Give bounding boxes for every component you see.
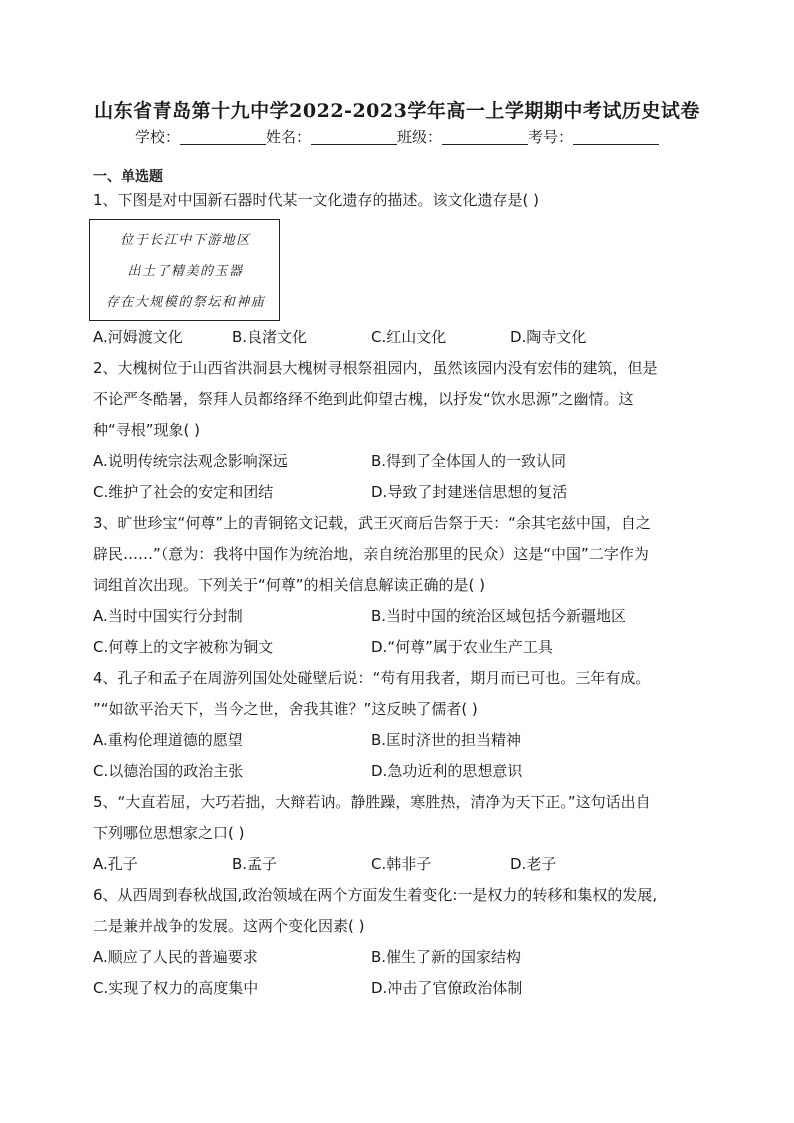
q6-option-d[interactable]: D.冲击了官僚政治体制 [371, 979, 523, 997]
exam-number-blank[interactable] [573, 129, 659, 145]
q5-stem-line: 下列哪位思想家之口( ) [93, 824, 245, 842]
q6-option-c[interactable]: C.实现了权力的高度集中 [93, 979, 259, 997]
q1-option-a[interactable]: A.河姆渡文化 [93, 328, 183, 346]
q4-stem-line: ”“如欲平治天下，当今之世，舍我其谁？”这反映了儒者( ) [93, 700, 478, 718]
q5-option-d[interactable]: D.老子 [510, 855, 557, 873]
q2-option-b[interactable]: B.得到了全体国人的一致认同 [371, 452, 567, 470]
q1-box-line: 位于长江中下游地区 [120, 233, 251, 248]
q5-stem-line: 5、“大直若屈，大巧若拙，大辩若讷。静胜躁，寒胜热，清净为天下正。”这句话出自 [93, 793, 651, 811]
q6-stem-line: 6、从西周到春秋战国,政治领域在两个方面发生着变化:一是权力的转移和集权的发展, [93, 886, 658, 904]
name-blank[interactable] [311, 129, 397, 145]
q4-option-a[interactable]: A.重构伦理道德的愿望 [93, 731, 243, 749]
q2-option-c[interactable]: C.维护了社会的安定和团结 [93, 483, 274, 501]
section-heading: 一、单选题 [93, 169, 163, 185]
q4-option-d[interactable]: D.急功近利的思想意识 [371, 762, 523, 780]
q3-option-d[interactable]: D.“何尊”属于农业生产工具 [371, 638, 553, 656]
q6-option-b[interactable]: B.催生了新的国家结构 [371, 948, 522, 966]
q1-box-line: 出土了精美的玉器 [127, 264, 244, 279]
q2-stem-line: 2、大槐树位于山西省洪洞县大槐树寻根祭祖园内，虽然该园内没有宏伟的建筑，但是 [93, 359, 658, 377]
q1-option-c[interactable]: C.红山文化 [371, 328, 447, 346]
q3-option-b[interactable]: B.当时中国的统治区域包括今新疆地区 [371, 607, 627, 625]
q2-option-d[interactable]: D.导致了封建迷信思想的复活 [371, 483, 568, 501]
q4-option-b[interactable]: B.匡时济世的担当精神 [371, 731, 522, 749]
school-label: 学校： [134, 128, 180, 146]
q2-stem-line: 种“寻根”现象( ) [93, 421, 201, 439]
q1-option-b[interactable]: B.良渚文化 [232, 328, 308, 346]
exam-title: 山东省青岛第十九中学2022-2023学年高一上学期期中考试历史试卷 [94, 100, 700, 122]
student-info-line [0, 126, 794, 147]
q5-option-c[interactable]: C.韩非子 [371, 855, 432, 873]
q6-stem-line: 二是兼并战争的发展。这两个变化因素( ) [93, 917, 365, 935]
q1-stem: 1、下图是对中国新石器时代某一文化遗存的描述。该文化遗存是( ) [93, 191, 540, 209]
q5-option-a[interactable]: A.孔子 [93, 855, 138, 873]
q1-option-d[interactable]: D.陶寺文化 [510, 328, 587, 346]
q2-option-a[interactable]: A.说明传统宗法观念影响深远 [93, 452, 288, 470]
q3-option-c[interactable]: C.何尊上的文字被称为铜文 [93, 638, 274, 656]
class-label: 班级： [397, 128, 443, 146]
q4-stem-line: 4、孔子和孟子在周游列国处处碰壁后说：“苟有用我者，期月而已可也。三年有成。 [93, 669, 651, 687]
q5-option-b[interactable]: B.孟子 [232, 855, 278, 873]
q6-option-a[interactable]: A.顺应了人民的普遍要求 [93, 948, 258, 966]
q1-box-line: 存在大规模的祭坛和神庙 [105, 295, 266, 310]
class-blank[interactable] [442, 129, 528, 145]
q4-option-c[interactable]: C.以德治国的政治主张 [93, 762, 244, 780]
q2-stem-line: 不论严冬酷暑，祭拜人员都络绎不绝到此仰望古槐，以抒发“饮水思源”之幽情。这 [93, 390, 634, 408]
exam-number-label: 考号： [528, 128, 574, 146]
school-blank[interactable] [180, 129, 266, 145]
q3-stem-line: 词组首次出现。下列关于“何尊”的相关信息解读正确的是( ) [93, 576, 486, 594]
q3-stem-line: 辟民……”（意为：我将中国作为统治地，亲自统治那里的民众）这是“中国”二字作为 [93, 545, 649, 563]
name-label: 姓名： [265, 128, 311, 146]
q3-option-a[interactable]: A.当时中国实行分封制 [93, 607, 243, 625]
q3-stem-line: 3、旷世珍宝“何尊”上的青铜铭文记载，武王灭商后告祭于天：“余其宅兹中国，自之 [93, 514, 651, 532]
q1-description-box [89, 219, 280, 321]
